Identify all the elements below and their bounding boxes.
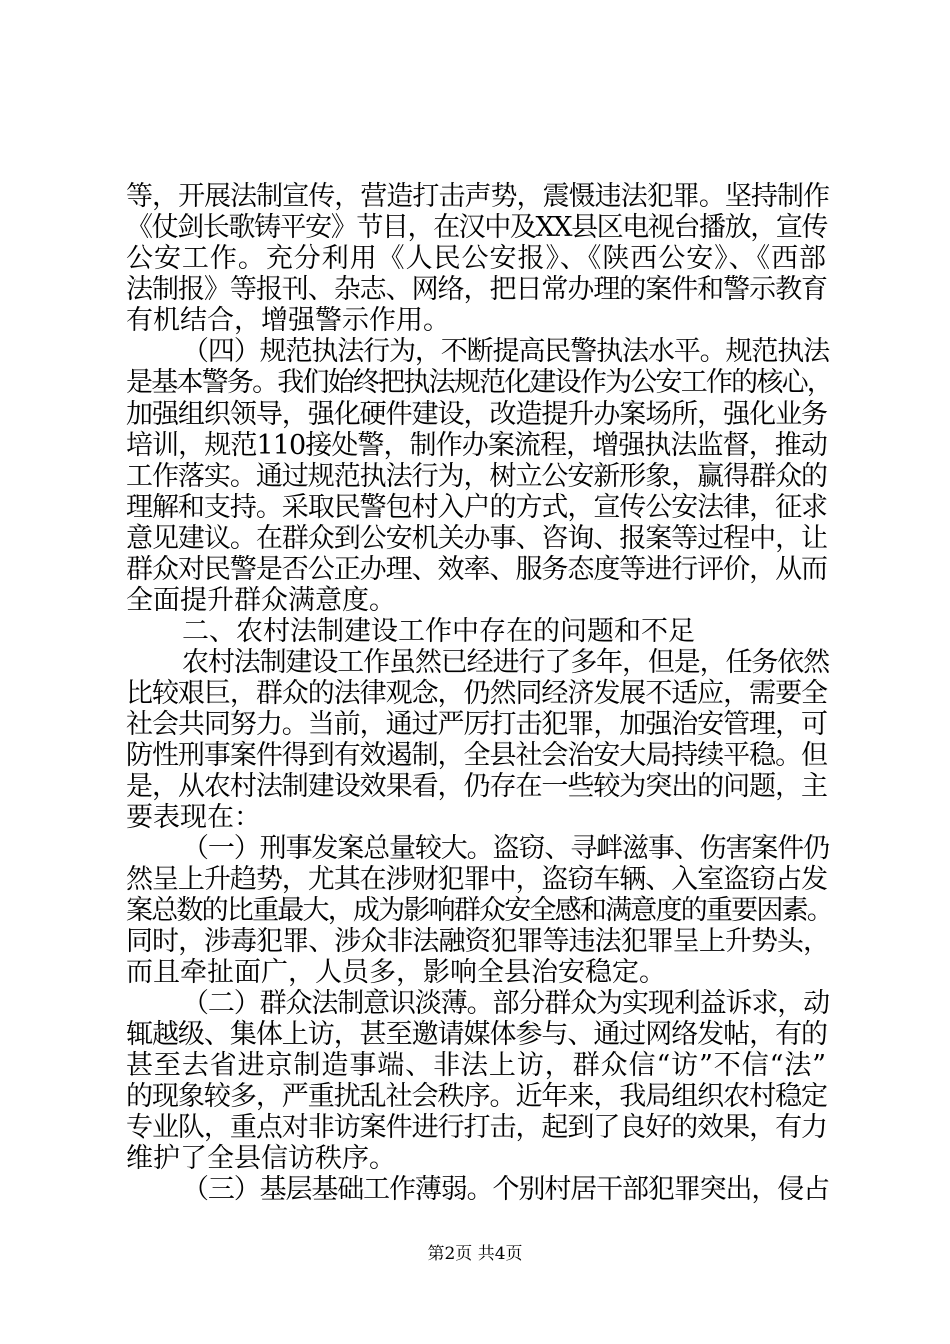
text-line: 辄越级、集体上访，甚至邀请媒体参与、通过网络发帖，有的 <box>126 1019 827 1050</box>
text-line: 防性刑事案件得到有效遏制，全县社会治安大局持续平稳。但 <box>126 740 827 771</box>
text-line: 是，从农村法制建设效果看，仍存在一些较为突出的问题，主 <box>126 771 827 802</box>
text-line: 案总数的比重最大，成为影响群众安全感和满意度的重要因素。 <box>126 895 832 926</box>
text-line: 而且牵扯面广，人员多，影响全县治安稳定。 <box>126 957 666 988</box>
text-line: （一）刑事发案总量较大。盗窃、寻衅滋事、伤害案件仍 <box>182 833 829 864</box>
text-line: 群众对民警是否公正办理、效率、服务态度等进行评价，从而 <box>126 554 827 585</box>
text-line: 意见建议。在群众到公安机关办事、咨询、报案等过程中，让 <box>126 523 827 554</box>
page-footer: 第2页 共4页 <box>427 1244 523 1264</box>
text-line: 《仗剑长歌铸平安》节目，在汉中及XX县区电视台播放，宣传 <box>126 212 827 243</box>
text-line: 维护了全县信访秩序。 <box>126 1143 396 1174</box>
text-line: （四）规范执法行为，不断提高民警执法水平。规范执法 <box>182 336 829 367</box>
text-line: 加强组织领导，强化硬件建设，改造提升办案场所，强化业务 <box>126 399 827 430</box>
text-line: 同时，涉毒犯罪、涉众非法融资犯罪等违法犯罪呈上升势头， <box>126 926 829 957</box>
text-line: 然呈上升趋势，尤其在涉财犯罪中，盗窃车辆、入室盗窃占发 <box>126 864 827 895</box>
text-line: 有机结合，增强警示作用。 <box>126 305 450 336</box>
text-line: 法制报》等报刊、杂志、网络，把日常办理的案件和警示教育 <box>126 274 827 305</box>
text-line: 要表现在： <box>126 802 261 833</box>
text-line: 等，开展法制宣传，营造打击声势，震慑违法犯罪。坚持制作 <box>126 181 829 212</box>
text-line: 二、农村法制建设工作中存在的问题和不足 <box>182 616 695 647</box>
text-line: 农村法制建设工作虽然已经进行了多年，但是，任务依然 <box>182 647 829 678</box>
text-line: 专业队，重点对非访案件进行打击，起到了良好的效果，有力 <box>126 1112 827 1143</box>
text-line: 公安工作。充分利用《人民公安报》、《陕西公安》、《西部 <box>126 243 827 274</box>
text-line: 比较艰巨，群众的法律观念，仍然同经济发展不适应，需要全 <box>126 678 827 709</box>
text-line: 全面提升群众满意度。 <box>126 585 396 616</box>
text-line: 培训，规范110接处警，制作办案流程，增强执法监督，推动 <box>126 430 827 461</box>
text-line: 工作落实。通过规范执法行为，树立公安新形象，赢得群众的 <box>126 461 827 492</box>
text-line: 是基本警务。我们始终把执法规范化建设作为公安工作的核心， <box>126 367 832 398</box>
text-line: 社会共同努力。当前，通过严厉打击犯罪，加强治安管理，可 <box>126 709 827 740</box>
text-line: 的现象较多，严重扰乱社会秩序。近年来，我局组织农村稳定 <box>126 1081 827 1112</box>
text-line: 理解和支持。采取民警包村入户的方式，宣传公安法律，征求 <box>126 492 827 523</box>
text-line: （三）基层基础工作薄弱。个别村居干部犯罪突出，侵占 <box>182 1174 829 1205</box>
text-line: 甚至去省进京制造事端、非法上访，群众信“访”不信“法” <box>126 1050 827 1081</box>
text-line: （二）群众法制意识淡薄。部分群众为实现利益诉求，动 <box>182 988 829 1019</box>
